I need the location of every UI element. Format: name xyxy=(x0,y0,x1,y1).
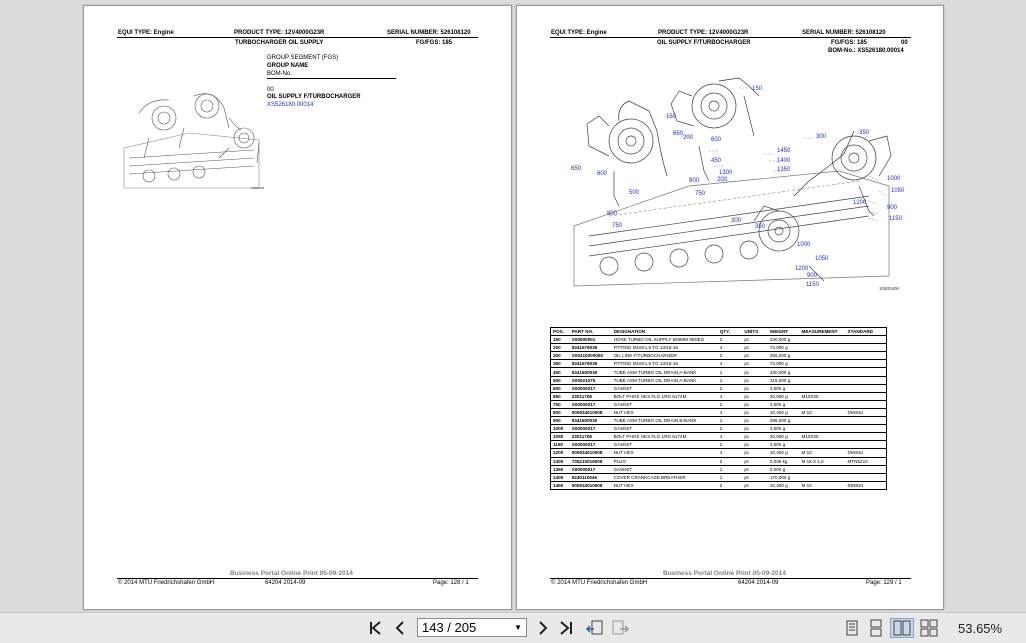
cell-part-no: X00000017 xyxy=(570,465,612,473)
table-row xyxy=(551,392,887,400)
cell-units: pc xyxy=(742,392,767,400)
cell-standard: DIN934 xyxy=(846,408,887,416)
table-row xyxy=(551,449,887,457)
cell-measurement: M 18 X 1,5 xyxy=(800,457,846,465)
col-pos: POS. xyxy=(551,328,570,336)
cell-measurement xyxy=(800,360,846,368)
cell-pos: 450 xyxy=(551,368,570,376)
cell-standard xyxy=(846,433,887,441)
header-rule xyxy=(117,37,478,38)
table-header-row xyxy=(551,328,887,336)
col-standard: STANDARD xyxy=(846,328,887,336)
cell-qty: 2 xyxy=(718,384,743,392)
cell-qty: 2 xyxy=(718,441,743,449)
cell-standard xyxy=(846,360,887,368)
continuous-page-icon xyxy=(870,619,882,637)
cell-qty: 2 xyxy=(718,425,743,433)
chevron-left-icon xyxy=(393,621,407,635)
chevron-right-icon xyxy=(536,621,550,635)
cell-qty: 1 xyxy=(718,465,743,473)
cell-part-no: X00000017 xyxy=(570,425,612,433)
cell-measurement xyxy=(800,465,846,473)
cell-standard xyxy=(846,400,887,408)
cell-weight: 73,000 g xyxy=(768,344,800,352)
callout-label[interactable]: 1300 xyxy=(719,170,733,176)
cell-qty: 2 xyxy=(718,457,743,465)
cell-pos: 1200 xyxy=(551,449,570,457)
cell-standard xyxy=(846,441,887,449)
viewer-toolbar xyxy=(0,612,1026,643)
cell-qty: 2 xyxy=(718,336,743,344)
fg-fgs: FG/FGS: 185 xyxy=(416,40,453,46)
cell-standard xyxy=(846,417,887,425)
cell-units: pc xyxy=(742,433,767,441)
fg-fgs: FG/FGS: 185 xyxy=(831,40,868,46)
table-row xyxy=(551,400,887,408)
cell-measurement: M10X25 xyxy=(800,392,846,400)
pdf-page-128 xyxy=(83,5,512,610)
product-type: PRODUCT TYPE: 12V4000G23R xyxy=(234,30,325,36)
exploded-view-drawing[interactable] xyxy=(569,76,919,292)
cell-part-no: 5341600030 xyxy=(570,368,612,376)
cell-designation: COVER CRANKCASE BREATHER xyxy=(612,473,718,481)
callout-label[interactable]: 1050 xyxy=(815,256,829,262)
callout-label[interactable]: 200 xyxy=(717,177,728,183)
cell-part-no: 23011706 xyxy=(570,392,612,400)
serial-number: SERIAL NUMBER: 526108120 xyxy=(387,30,471,36)
cell-qty: 2 xyxy=(718,481,743,489)
col-qty: QTY. xyxy=(718,328,743,336)
page-indicator: 143 / 205 xyxy=(422,620,477,635)
callout-label[interactable]: 450 xyxy=(711,158,722,164)
cell-part-no: X00000017 xyxy=(570,441,612,449)
callout-label[interactable]: 1150 xyxy=(806,282,819,288)
cell-standard xyxy=(846,384,887,392)
table-row xyxy=(551,465,887,473)
next-page-button[interactable] xyxy=(533,618,553,638)
header-rule xyxy=(550,37,911,38)
cell-measurement xyxy=(800,425,846,433)
cell-pos: 900 xyxy=(551,417,570,425)
cell-qty: 1 xyxy=(718,473,743,481)
cell-part-no: X00410000000 xyxy=(570,352,612,360)
callout-label[interactable]: 900 xyxy=(887,205,898,211)
group-rule xyxy=(267,78,396,79)
bom-no-label: BOM-No. xyxy=(267,71,293,77)
cell-standard xyxy=(846,465,887,473)
thumbnail-id: 10500406 xyxy=(251,186,265,190)
callout-label[interactable]: 1000 xyxy=(887,176,901,182)
cell-pos: 650 xyxy=(551,392,570,400)
cell-measurement xyxy=(800,368,846,376)
cell-part-no: 735210016008 xyxy=(570,457,612,465)
table-row xyxy=(551,376,887,384)
cell-part-no: 5341676035 xyxy=(570,344,612,352)
cell-units: pc xyxy=(742,465,767,473)
cell-pos: 150 xyxy=(551,336,570,344)
callout-label[interactable]: 150 xyxy=(752,86,763,92)
parts-list-table xyxy=(550,327,887,490)
table-row xyxy=(551,336,887,344)
cell-units: pc xyxy=(742,360,767,368)
cell-qty: 2 xyxy=(718,400,743,408)
cell-pos: 300 xyxy=(551,352,570,360)
next-view-icon xyxy=(611,620,629,636)
cell-measurement xyxy=(800,400,846,408)
cell-measurement xyxy=(800,417,846,425)
callout-label[interactable]: 600 xyxy=(711,137,722,143)
cell-weight: 0,036 kg xyxy=(768,457,800,465)
cell-units: pc xyxy=(742,368,767,376)
cell-standard: DIN934 xyxy=(846,449,887,457)
cell-part-no: X00000001 xyxy=(570,336,612,344)
cell-designation: GASKET xyxy=(612,441,718,449)
cell-units: pc xyxy=(742,384,767,392)
cell-weight: 10,400 g xyxy=(768,481,800,489)
cell-designation: NUT HEX xyxy=(612,449,718,457)
cell-qty: 2 xyxy=(718,352,743,360)
callout-label[interactable]: 900 xyxy=(807,273,818,279)
first-page-icon xyxy=(368,621,384,635)
cell-part-no: 000934010008 xyxy=(570,449,612,457)
copyright: © 2014 MTU Friedrichshafen GmbH xyxy=(118,580,215,586)
cell-measurement xyxy=(800,376,846,384)
cell-measurement: M 10 xyxy=(800,408,846,416)
cell-pos: 1350 xyxy=(551,465,570,473)
cell-weight: 3,000 g xyxy=(768,465,800,473)
col-designation: DESIGNATION xyxy=(612,328,718,336)
cell-units: pc xyxy=(742,425,767,433)
callout-label[interactable]: 750 xyxy=(612,223,623,229)
cell-qty: 1 xyxy=(718,376,743,384)
last-page-icon xyxy=(558,621,574,635)
cell-designation: FITTING M18X1,5 TO 13/16-16 xyxy=(612,360,718,368)
table-row xyxy=(551,457,887,465)
cell-pos: 750 xyxy=(551,400,570,408)
callout-label[interactable]: 1200 xyxy=(853,200,867,206)
callout-label[interactable]: 150 xyxy=(666,114,677,120)
callout-label[interactable]: 650 xyxy=(673,131,684,137)
col-weight: WEIGHT xyxy=(768,328,800,336)
equi-type: EQUI TYPE: Engine xyxy=(551,30,607,36)
cell-designation: TUBE ASM TURBO OIL DRAIN B-BANK xyxy=(612,417,718,425)
serial-number: SERIAL NUMBER: 526108120 xyxy=(802,30,886,36)
cell-units: pc xyxy=(742,336,767,344)
last-page-button[interactable] xyxy=(556,618,576,638)
thumbnail-exploded-view[interactable] xyxy=(119,88,265,192)
table-row xyxy=(551,344,887,352)
cell-pos: 1400 xyxy=(551,473,570,481)
cell-weight: 73,000 g xyxy=(768,360,800,368)
cell-weight: 10,400 g xyxy=(768,449,800,457)
cell-weight: 3,000 g xyxy=(768,441,800,449)
cell-qty: 4 xyxy=(718,344,743,352)
callout-label[interactable]: 350 xyxy=(859,130,870,136)
continuous-view-button[interactable] xyxy=(867,618,885,638)
cell-weight: 330,000 g xyxy=(768,368,800,376)
cell-units: pc xyxy=(742,473,767,481)
callout-label[interactable]: 750 xyxy=(695,191,706,197)
zoom-level[interactable]: 53.65% xyxy=(958,621,1003,636)
cell-weight: 20,000 g xyxy=(768,433,800,441)
cell-pos: 1450 xyxy=(551,481,570,489)
cell-part-no: 23011706 xyxy=(570,433,612,441)
cell-designation: NUT HEX xyxy=(612,408,718,416)
cell-units: pc xyxy=(742,400,767,408)
table-row xyxy=(551,425,887,433)
cell-standard xyxy=(846,344,887,352)
cell-designation: NUT HEX xyxy=(612,481,718,489)
cell-part-no: 000934010008 xyxy=(570,408,612,416)
cell-weight: 170,000 g xyxy=(768,473,800,481)
previous-view-icon xyxy=(586,620,604,636)
cell-units: pc xyxy=(742,481,767,489)
first-page-button[interactable] xyxy=(366,618,386,638)
single-page-icon xyxy=(846,620,858,636)
cell-weight: 230,000 g xyxy=(768,336,800,344)
col-part-no: PART NO. xyxy=(570,328,612,336)
cell-weight: 255,000 g xyxy=(768,352,800,360)
table-row xyxy=(551,360,887,368)
cell-units: pc xyxy=(742,408,767,416)
table-row xyxy=(551,417,887,425)
cell-measurement xyxy=(800,441,846,449)
cell-units: pc xyxy=(742,344,767,352)
cell-part-no: X00021075 xyxy=(570,376,612,384)
callout-label[interactable]: 350 xyxy=(755,224,766,230)
group-title: OIL SUPPLY F/TURBOCHARGER xyxy=(267,94,361,100)
cell-designation: TUBE ASM TURBO OIL DRAIN A-BANK xyxy=(612,368,718,376)
table-row xyxy=(551,384,887,392)
cell-measurement xyxy=(800,336,846,344)
cell-part-no: 5341676035 xyxy=(570,360,612,368)
callout-label[interactable]: 1150 xyxy=(889,216,902,222)
cell-part-no: X00000017 xyxy=(570,400,612,408)
cell-pos: 600 xyxy=(551,384,570,392)
forward-view-button[interactable] xyxy=(609,618,631,638)
callout-label[interactable]: 1350 xyxy=(777,167,791,173)
table-row xyxy=(551,408,887,416)
footer-rule xyxy=(550,578,911,579)
cell-pos: 350 xyxy=(551,360,570,368)
cell-measurement xyxy=(800,352,846,360)
doc-number: 64204 2014-09 xyxy=(738,580,779,586)
page-subtitle: OIL SUPPLY F/TURBOCHARGER xyxy=(657,40,751,46)
cell-weight: 315,000 g xyxy=(768,376,800,384)
back-view-button[interactable] xyxy=(584,618,606,638)
copyright: © 2014 MTU Friedrichshafen GmbH xyxy=(551,580,648,586)
cell-standard xyxy=(846,336,887,344)
drawing-id: 10500406 xyxy=(879,286,900,291)
cell-qty: 4 xyxy=(718,433,743,441)
cell-pos: 500 xyxy=(551,376,570,384)
callout-label[interactable]: 1000 xyxy=(797,242,811,248)
doc-number: 64204 2014-09 xyxy=(265,580,306,586)
two-page-icon xyxy=(893,620,911,636)
caret-down-icon: ▼ xyxy=(514,623,522,632)
cell-measurement: M 10 xyxy=(800,481,846,489)
table-row xyxy=(551,481,887,489)
callout-label[interactable]: 600 xyxy=(597,171,608,177)
table-row xyxy=(551,441,887,449)
footer-rule xyxy=(117,578,478,579)
cell-designation: GASKET xyxy=(612,400,718,408)
table-row xyxy=(551,433,887,441)
cell-units: pc xyxy=(742,449,767,457)
cell-qty: 4 xyxy=(718,392,743,400)
cell-designation: TUBE ASM TURBO OIL DRAIN A-BANK xyxy=(612,376,718,384)
callout-label[interactable]: 500 xyxy=(629,190,640,196)
cell-weight: 10,400 g xyxy=(768,408,800,416)
cell-qty: 4 xyxy=(718,408,743,416)
cell-pos: 1050 xyxy=(551,433,570,441)
group-code: 00 xyxy=(267,87,274,93)
cell-designation: GASKET xyxy=(612,465,718,473)
cell-standard xyxy=(846,392,887,400)
callout-label[interactable]: 800 xyxy=(689,178,700,184)
two-page-continuous-icon xyxy=(920,619,938,637)
cell-standard xyxy=(846,425,887,433)
cell-units: pc xyxy=(742,441,767,449)
cell-units: pc xyxy=(742,417,767,425)
cell-standard xyxy=(846,473,887,481)
col-measurement: MEASUREMENT xyxy=(800,328,846,336)
two-page-continuous-button[interactable] xyxy=(918,618,940,638)
cell-part-no: X00000017 xyxy=(570,384,612,392)
cell-standard xyxy=(846,368,887,376)
cell-standard: MTN5210 xyxy=(846,457,887,465)
cell-designation: BOLT PHOS HEX FLG LRG 6174M xyxy=(612,433,718,441)
cell-designation: HOSE TURBO OIL SUPPLY 560MM 90DEG xyxy=(612,336,718,344)
cell-qty: 1 xyxy=(718,368,743,376)
product-type: PRODUCT TYPE: 12V4000G23R xyxy=(658,30,749,36)
cell-standard: DIN934 xyxy=(846,481,887,489)
cell-measurement: M 10 xyxy=(800,449,846,457)
cell-units: pc xyxy=(742,376,767,384)
callout-label[interactable]: 300 xyxy=(731,218,742,224)
cell-part-no: 000934010008 xyxy=(570,481,612,489)
cell-weight: 295,000 g xyxy=(768,417,800,425)
cell-standard xyxy=(846,376,887,384)
equi-type: EQUI TYPE: Engine xyxy=(118,30,174,36)
bom-number: BOM-No.: XS526180.00014 xyxy=(828,48,904,54)
cell-standard xyxy=(846,352,887,360)
cell-designation: GASKET xyxy=(612,425,718,433)
previous-page-button[interactable] xyxy=(390,618,410,638)
callout-label[interactable]: 1200 xyxy=(795,266,809,272)
single-page-view-button[interactable] xyxy=(843,618,861,638)
fg-code: 00 xyxy=(901,40,908,46)
cell-qty: 1 xyxy=(718,417,743,425)
cell-designation: FITTING M18X1,5 TO 13/16-16 xyxy=(612,344,718,352)
cell-pos: 1300 xyxy=(551,457,570,465)
cell-weight: 3,000 g xyxy=(768,384,800,392)
cell-units: pc xyxy=(742,352,767,360)
page-number: Page: 129 / 1 xyxy=(866,580,902,586)
footer-print: Business Portal Online Print 05-09-2014 xyxy=(663,570,786,577)
bom-value-link[interactable]: XS526180.00014 xyxy=(267,102,314,108)
callout-label[interactable]: 800 xyxy=(607,211,618,217)
col-units: UNITS xyxy=(742,328,767,336)
group-segment-label: GROUP SEGMENT (FGS) xyxy=(267,55,339,61)
two-page-view-button[interactable] xyxy=(890,618,914,638)
callout-label[interactable]: 1050 xyxy=(891,188,905,194)
callout-label[interactable]: 300 xyxy=(816,134,827,140)
cell-measurement xyxy=(800,384,846,392)
cell-pos: 1150 xyxy=(551,441,570,449)
page-number-select[interactable] xyxy=(417,618,527,637)
table-row xyxy=(551,368,887,376)
table-row xyxy=(551,352,887,360)
cell-weight: 3,000 g xyxy=(768,400,800,408)
cell-measurement xyxy=(800,473,846,481)
cell-part-no: 5341600030 xyxy=(570,417,612,425)
callout-labels xyxy=(571,86,905,288)
page-subtitle: TURBOCHARGER OIL SUPPLY xyxy=(235,40,324,46)
cell-designation: PLUG xyxy=(612,457,718,465)
cell-measurement: M10X25 xyxy=(800,433,846,441)
page-number: Page: 128 / 1 xyxy=(433,580,469,586)
callout-label[interactable]: 1450 xyxy=(777,148,791,154)
cell-measurement xyxy=(800,344,846,352)
cell-qty: 4 xyxy=(718,360,743,368)
cell-qty: 4 xyxy=(718,449,743,457)
cell-part-no: 5240110046 xyxy=(570,473,612,481)
cell-designation: OIL LINE F/TURBOCHARGER xyxy=(612,352,718,360)
cell-designation: BOLT PHOS HEX FLG LRG 6174M xyxy=(612,392,718,400)
callout-label[interactable]: 1400 xyxy=(777,158,791,164)
cell-pos: 1000 xyxy=(551,425,570,433)
callout-label[interactable]: 200 xyxy=(683,135,694,141)
cell-designation: GASKET xyxy=(612,384,718,392)
cell-pos: 800 xyxy=(551,408,570,416)
table-row xyxy=(551,473,887,481)
pdf-page-129 xyxy=(516,5,944,610)
cell-weight: 20,000 g xyxy=(768,392,800,400)
group-name-label: GROUP NAME xyxy=(267,63,309,69)
cell-weight: 3,000 g xyxy=(768,425,800,433)
cell-units: pc xyxy=(742,457,767,465)
callout-label[interactable]: 650 xyxy=(571,166,582,172)
footer-print: Business Portal Online Print 05-09-2014 xyxy=(230,570,353,577)
cell-pos: 200 xyxy=(551,344,570,352)
